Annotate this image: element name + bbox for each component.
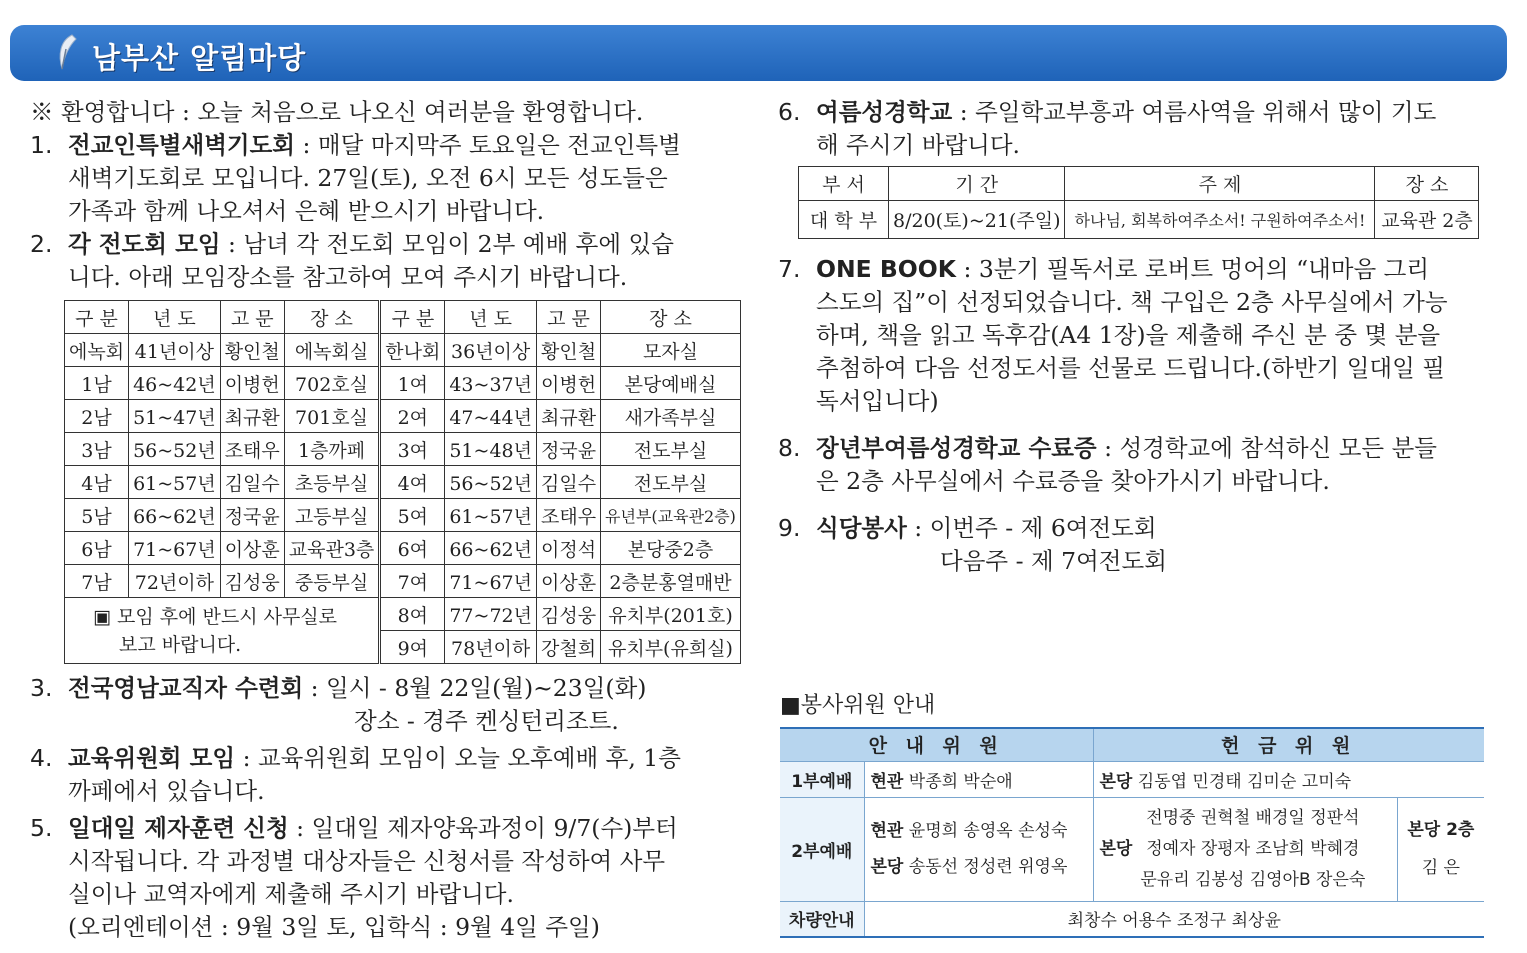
table-cell: 61~57년 (129, 466, 221, 499)
table-cell: 년 도 (129, 301, 221, 334)
table-cell: 유치부(201호) (601, 598, 741, 631)
table-cell: 유년부(교육관2층) (601, 499, 741, 532)
notice-8: 8. 장년부여름성경학교 수료증 : 성경학교에 참석하신 모든 분들 은 2층 사무실에서 수료증을 찾아가시기 바랍니다. (778, 434, 1437, 495)
table-cell: 71~67년 (129, 532, 221, 565)
table-cell: 본당예배실 (601, 367, 741, 400)
table-cell: 최규환 (220, 400, 284, 433)
table-cell: 전도부실 (601, 466, 741, 499)
table-cell: 이상훈 (536, 565, 600, 598)
table-cell: 1남 (65, 367, 129, 400)
table-cell: 장 소 (601, 301, 741, 334)
table-cell: 모자실 (601, 334, 741, 367)
table-header-row (799, 167, 1479, 201)
table-cell: 유치부(유희실) (601, 631, 741, 664)
table-cell: 김성웅 (536, 598, 600, 631)
table-row (65, 433, 741, 466)
table-cell: 본당 2층 김 은 (1397, 797, 1484, 901)
table-row (65, 532, 741, 565)
table-row (65, 334, 741, 367)
table-cell: 2부예배 (780, 797, 864, 901)
table-cell: 이정석 (536, 532, 600, 565)
table-cell: 1여 (380, 367, 445, 400)
table-cell: 3남 (65, 433, 129, 466)
table-cell: 장 소 (1375, 167, 1479, 201)
table-cell: 7여 (380, 565, 445, 598)
table-cell: 7남 (65, 565, 129, 598)
table-cell: 전도부실 (601, 433, 741, 466)
groups-table (64, 300, 741, 664)
table-cell: 66~62년 (445, 532, 537, 565)
table-cell: 51~48년 (445, 433, 537, 466)
table-cell: 56~52년 (445, 466, 537, 499)
table-note: ▣ 모임 후에 반드시 사무실로 보고 바랍니다. (65, 598, 380, 664)
table-cell: 46~42년 (129, 367, 221, 400)
table-cell: 5여 (380, 499, 445, 532)
table-cell: 701호실 (284, 400, 380, 433)
table-cell: 702호실 (284, 367, 380, 400)
service-table (780, 727, 1484, 938)
table-row (780, 761, 1484, 797)
table-cell: 고 문 (220, 301, 284, 334)
table-cell: 본당 (1099, 838, 1133, 859)
table-cell: 2여 (380, 400, 445, 433)
table-cell: 현관 박종희 박순애 (864, 761, 1093, 797)
notice-7: 7. ONE BOOK : 3분기 필독서로 로버트 멍어의 “내마음 그리 스도의 집”이 선정되었습니다. 책 구입은 2층 사무실에서 가능 하며, 책을 읽고 독후감(A4 1장)을 제출해 주신 분 중 몇 분을 추첨하여 다음 선정도서를 선물로 드립니다.(하반기 일대일 필 독서입니다) (778, 255, 1448, 415)
table-cell: 조태우 (220, 433, 284, 466)
table-cell: 전명중 권혁철 배경일 정판석 정예자 장평자 조남희 박혜경 문유리 김봉성 김영아B 장은숙 (1140, 807, 1366, 890)
table-cell: 51~47년 (129, 400, 221, 433)
table-cell: 새가족부실 (601, 400, 741, 433)
table-cell: 2층분홍열매반 (601, 565, 741, 598)
table-cell: 초등부실 (284, 466, 380, 499)
table-cell: 하나님, 회복하여주소서! 구원하여주소서! (1065, 201, 1375, 239)
table-cell: 이상훈 (220, 532, 284, 565)
table-cell: 8여 (380, 598, 445, 631)
table-cell: 기 간 (889, 167, 1065, 201)
right-column (778, 96, 1498, 578)
table-cell: 9여 (380, 631, 445, 664)
notice-5: 5. 일대일 제자훈련 신청 : 일대일 제자양육과정이 9/7(수)부터 시작됩니다. 각 과정별 대상자들은 신청서를 작성하여 사무 실이나 교역자에게 제출해 주시기 바랍니다. (오리엔테이션 : 9월 3일 토, 입학식 : 9월 4일 주일) (30, 814, 678, 941)
table-row (780, 901, 1484, 937)
table-cell: 구 분 (380, 301, 445, 334)
notice-4: 4. 교육위원회 모임 : 교육위원회 모임이 오늘 오후예배 후, 1층 까페에서 있습니다. (30, 744, 681, 805)
table-cell: 부 서 (799, 167, 889, 201)
table-cell: 현관 윤명희 송영옥 손성숙 본당 송동선 정성련 위영옥 (864, 797, 1093, 901)
table-row (780, 797, 1484, 901)
table-cell: 1부예배 (780, 761, 864, 797)
table-cell: 최규환 (536, 400, 600, 433)
table-cell: 4여 (380, 466, 445, 499)
table-cell: 36년이상 (445, 334, 537, 367)
table-cell: 교육관3층 (284, 532, 380, 565)
table-cell: 헌 금 위 원 (1093, 728, 1484, 761)
table-cell: 안 내 위 원 (780, 728, 1093, 761)
table-cell: 56~52년 (129, 433, 221, 466)
table-cell: 강철희 (536, 631, 600, 664)
table-cell: 78년이하 (445, 631, 537, 664)
table-cell: 66~62년 (129, 499, 221, 532)
table-cell: 71~67년 (445, 565, 537, 598)
table-row (65, 499, 741, 532)
header-banner (10, 25, 1507, 81)
table-cell: 4남 (65, 466, 129, 499)
table-row (65, 400, 741, 433)
notice-1: 1. 전교인특별새벽기도회 : 매달 마지막주 토요일은 전교인특별 새벽기도회로 모입니다. 27일(토), 오전 6시 모든 성도들은 가족과 함께 나오셔서 은혜 받으시기 바랍니다. (30, 131, 681, 225)
table-cell (1093, 797, 1397, 901)
table-header-row (65, 301, 741, 334)
table-cell: 차량안내 (780, 901, 864, 937)
table-cell: 정국윤 (220, 499, 284, 532)
table-cell: 조태우 (536, 499, 600, 532)
table-cell: 에녹회실 (284, 334, 380, 367)
table-cell: 에녹회 (65, 334, 129, 367)
table-cell: 주 제 (1065, 167, 1375, 201)
table-row (65, 598, 741, 631)
table-cell: 고 문 (536, 301, 600, 334)
table-cell: 41년이상 (129, 334, 221, 367)
welcome-text: ※ 환영합니다 : 오늘 처음으로 나오신 여러분을 환영합니다. (30, 98, 644, 126)
table-cell: 8/20(토)~21(주일) (889, 201, 1065, 239)
table-cell: 61~57년 (445, 499, 537, 532)
table-cell: 정국윤 (536, 433, 600, 466)
page-title: 남부산 알림마당 (92, 41, 307, 75)
table-cell: 43~37년 (445, 367, 537, 400)
notice-3: 3. 전국영남교직자 수련회 : 일시 - 8월 22일(월)~23일(화) 장소 - 경주 켄싱턴리조트. (30, 674, 647, 735)
table-cell: 중등부실 (284, 565, 380, 598)
table-cell: 2남 (65, 400, 129, 433)
table-cell: 황인철 (220, 334, 284, 367)
table-cell: 이병헌 (536, 367, 600, 400)
table-cell: 5남 (65, 499, 129, 532)
notice-6: 6. 여름성경학교 : 주일학교부흥과 여름사역을 위해서 많이 기도 해 주시기 바랍니다. (778, 98, 1437, 159)
table-cell: 김성웅 (220, 565, 284, 598)
table-cell: 본당중2층 (601, 532, 741, 565)
notice-2: 2. 각 전도회 모임 : 남녀 각 전도회 모임이 2부 예배 후에 있습 니다. 아래 모임장소를 참고하여 모여 주시기 바랍니다. (30, 230, 674, 291)
vbs-table (798, 166, 1479, 239)
table-row (65, 466, 741, 499)
table-cell: 6남 (65, 532, 129, 565)
table-cell: 대 학 부 (799, 201, 889, 239)
table-cell: 3여 (380, 433, 445, 466)
table-cell: 김일수 (536, 466, 600, 499)
table-cell: 47~44년 (445, 400, 537, 433)
table-header-row (780, 728, 1484, 761)
table-cell: 최창수 어용수 조정구 최상윤 (864, 901, 1484, 937)
table-row (799, 201, 1479, 239)
table-row (65, 565, 741, 598)
table-cell: 77~72년 (445, 598, 537, 631)
table-cell: 72년이하 (129, 565, 221, 598)
table-row (65, 367, 741, 400)
feather-icon (52, 33, 82, 73)
table-cell: 황인철 (536, 334, 600, 367)
table-cell: 고등부실 (284, 499, 380, 532)
table-cell: 1층까페 (284, 433, 380, 466)
service-section-title: ■봉사위원 안내 (780, 693, 936, 718)
table-cell: 본당 김동엽 민경태 김미순 고미숙 (1093, 761, 1484, 797)
table-cell: 구 분 (65, 301, 129, 334)
table-cell: 장 소 (284, 301, 380, 334)
table-cell: 6여 (380, 532, 445, 565)
table-cell: 교육관 2층 (1375, 201, 1479, 239)
notice-9: 9. 식당봉사 : 이번주 - 제 6여전도회 다음주 - 제 7여전도회 (778, 514, 1167, 575)
table-cell: 년 도 (445, 301, 537, 334)
left-column (30, 96, 750, 944)
table-cell: 이병헌 (220, 367, 284, 400)
table-cell: 김일수 (220, 466, 284, 499)
table-cell: 한나회 (380, 334, 445, 367)
